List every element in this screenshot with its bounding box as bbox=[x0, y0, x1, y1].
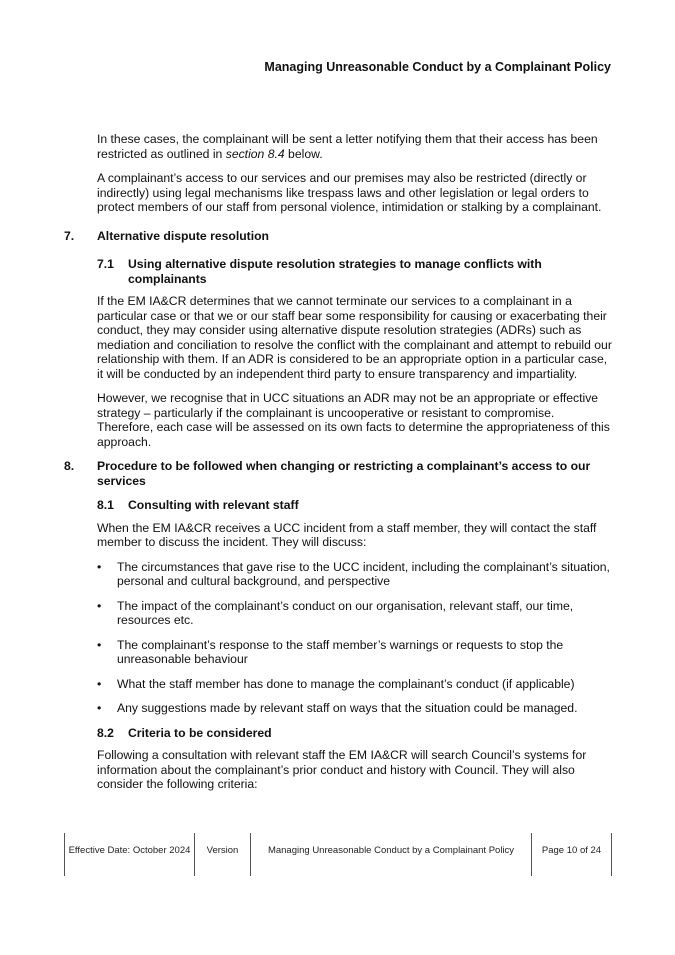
page-footer bbox=[64, 833, 612, 876]
footer-effective-date: Effective Date: October 2024 bbox=[64, 833, 194, 876]
list-item-text: The complainant’s response to the staff member’s warnings or requests to stop the unreasonable behaviour bbox=[117, 637, 564, 666]
bullet-icon: • bbox=[97, 637, 102, 652]
bullet-icon: • bbox=[97, 598, 102, 613]
paragraph: However, we recognise that in UCC situations an ADR may not be an appropriate or effective strategy – particularly if the complainant is uncooperative or resistant to compromise. Therefore, each case will be assessed on its own facts to determine the appropriateness of this approach. bbox=[97, 391, 610, 449]
bullet-list bbox=[97, 560, 612, 716]
list-item bbox=[97, 560, 612, 589]
subsection-number: 8.1 bbox=[97, 498, 114, 512]
list-item-text: What the staff member has done to manage the complainant’s conduct (if applicable) bbox=[117, 676, 575, 691]
section-number: 8. bbox=[64, 459, 75, 473]
list-item bbox=[97, 599, 612, 628]
paragraph: A complainant’s access to our services and our premises may also be restricted (directly or indirectly) using legal mechanisms like trespass laws and other legislation or legal orders to protect members of our staff from personal violence, intimidation or stalking by a complainant. bbox=[97, 171, 602, 214]
section-number: 7. bbox=[64, 228, 75, 243]
subsection-title: Criteria to be considered bbox=[128, 725, 272, 740]
list-item-text: Any suggestions made by relevant staff on ways that the situation could be managed. bbox=[117, 701, 578, 715]
list-item bbox=[97, 701, 612, 716]
page-header-title: Managing Unreasonable Conduct by a Complainant Policy bbox=[264, 60, 611, 74]
paragraph: If the EM IA&CR determines that we cannot terminate our services to a complainant in a particular case or that we or our staff bear some responsibility for causing or exacerbating their conduct, they may consider using alternative dispute resolution strategies (ADRs) such as mediation and conciliation to resolve the conflict with the complainant and attempt to rebuild our relationship with them. If an ADR is considered to be an appropriate option in a particular case, it will be conducted by an independent third party to ensure transparency and impartiality. bbox=[97, 294, 612, 381]
subsection-title: Using alternative dispute resolution strategies to manage conflicts with complainants bbox=[128, 257, 542, 286]
subsection-number: 7.1 bbox=[97, 257, 114, 271]
subsection-number: 8.2 bbox=[97, 725, 114, 740]
list-item bbox=[97, 677, 612, 692]
footer-version: Version bbox=[194, 833, 250, 876]
paragraph: Following a consultation with relevant staff the EM IA&CR will search Council’s systems for information about the complainant’s prior conduct and history with Council. They will also consider the following criteria: bbox=[97, 748, 587, 791]
paragraph bbox=[97, 132, 612, 161]
section-heading-8 bbox=[64, 459, 612, 488]
bullet-icon: • bbox=[97, 676, 102, 691]
section-title: Procedure to be followed when changing or restricting a complainant’s access to our services bbox=[97, 459, 591, 488]
bullet-icon: • bbox=[97, 701, 102, 715]
subsection-heading-8-2 bbox=[97, 726, 612, 741]
list-item-text: The circumstances that gave rise to the UCC incident, including the complainant’s situation, personal and cultural background, and perspective bbox=[117, 559, 610, 588]
subsection-heading-7-1 bbox=[97, 257, 612, 286]
footer-page-number: Page 10 of 24 bbox=[531, 833, 612, 876]
subsection-heading-8-1 bbox=[97, 498, 612, 513]
section-reference: section 8.4 bbox=[225, 146, 285, 161]
paragraph-text: below. bbox=[284, 146, 323, 161]
bullet-icon: • bbox=[97, 559, 102, 574]
footer-document-title: Managing Unreasonable Conduct by a Complainant Policy bbox=[250, 833, 531, 876]
list-item-text: The impact of the complainant’s conduct on our organisation, relevant staff, our time, resources etc. bbox=[117, 598, 574, 627]
subsection-title: Consulting with relevant staff bbox=[128, 498, 299, 512]
paragraph-text: In these cases, the complainant will be sent a letter notifying them that their access has been restricted as outlined in bbox=[97, 132, 598, 161]
section-heading-7 bbox=[64, 229, 612, 244]
list-item bbox=[97, 638, 612, 667]
paragraph: When the EM IA&CR receives a UCC incident from a staff member, they will contact the staff member to discuss the incident. They will discuss: bbox=[97, 520, 597, 549]
document-body bbox=[64, 132, 612, 802]
section-title: Alternative dispute resolution bbox=[97, 228, 270, 243]
